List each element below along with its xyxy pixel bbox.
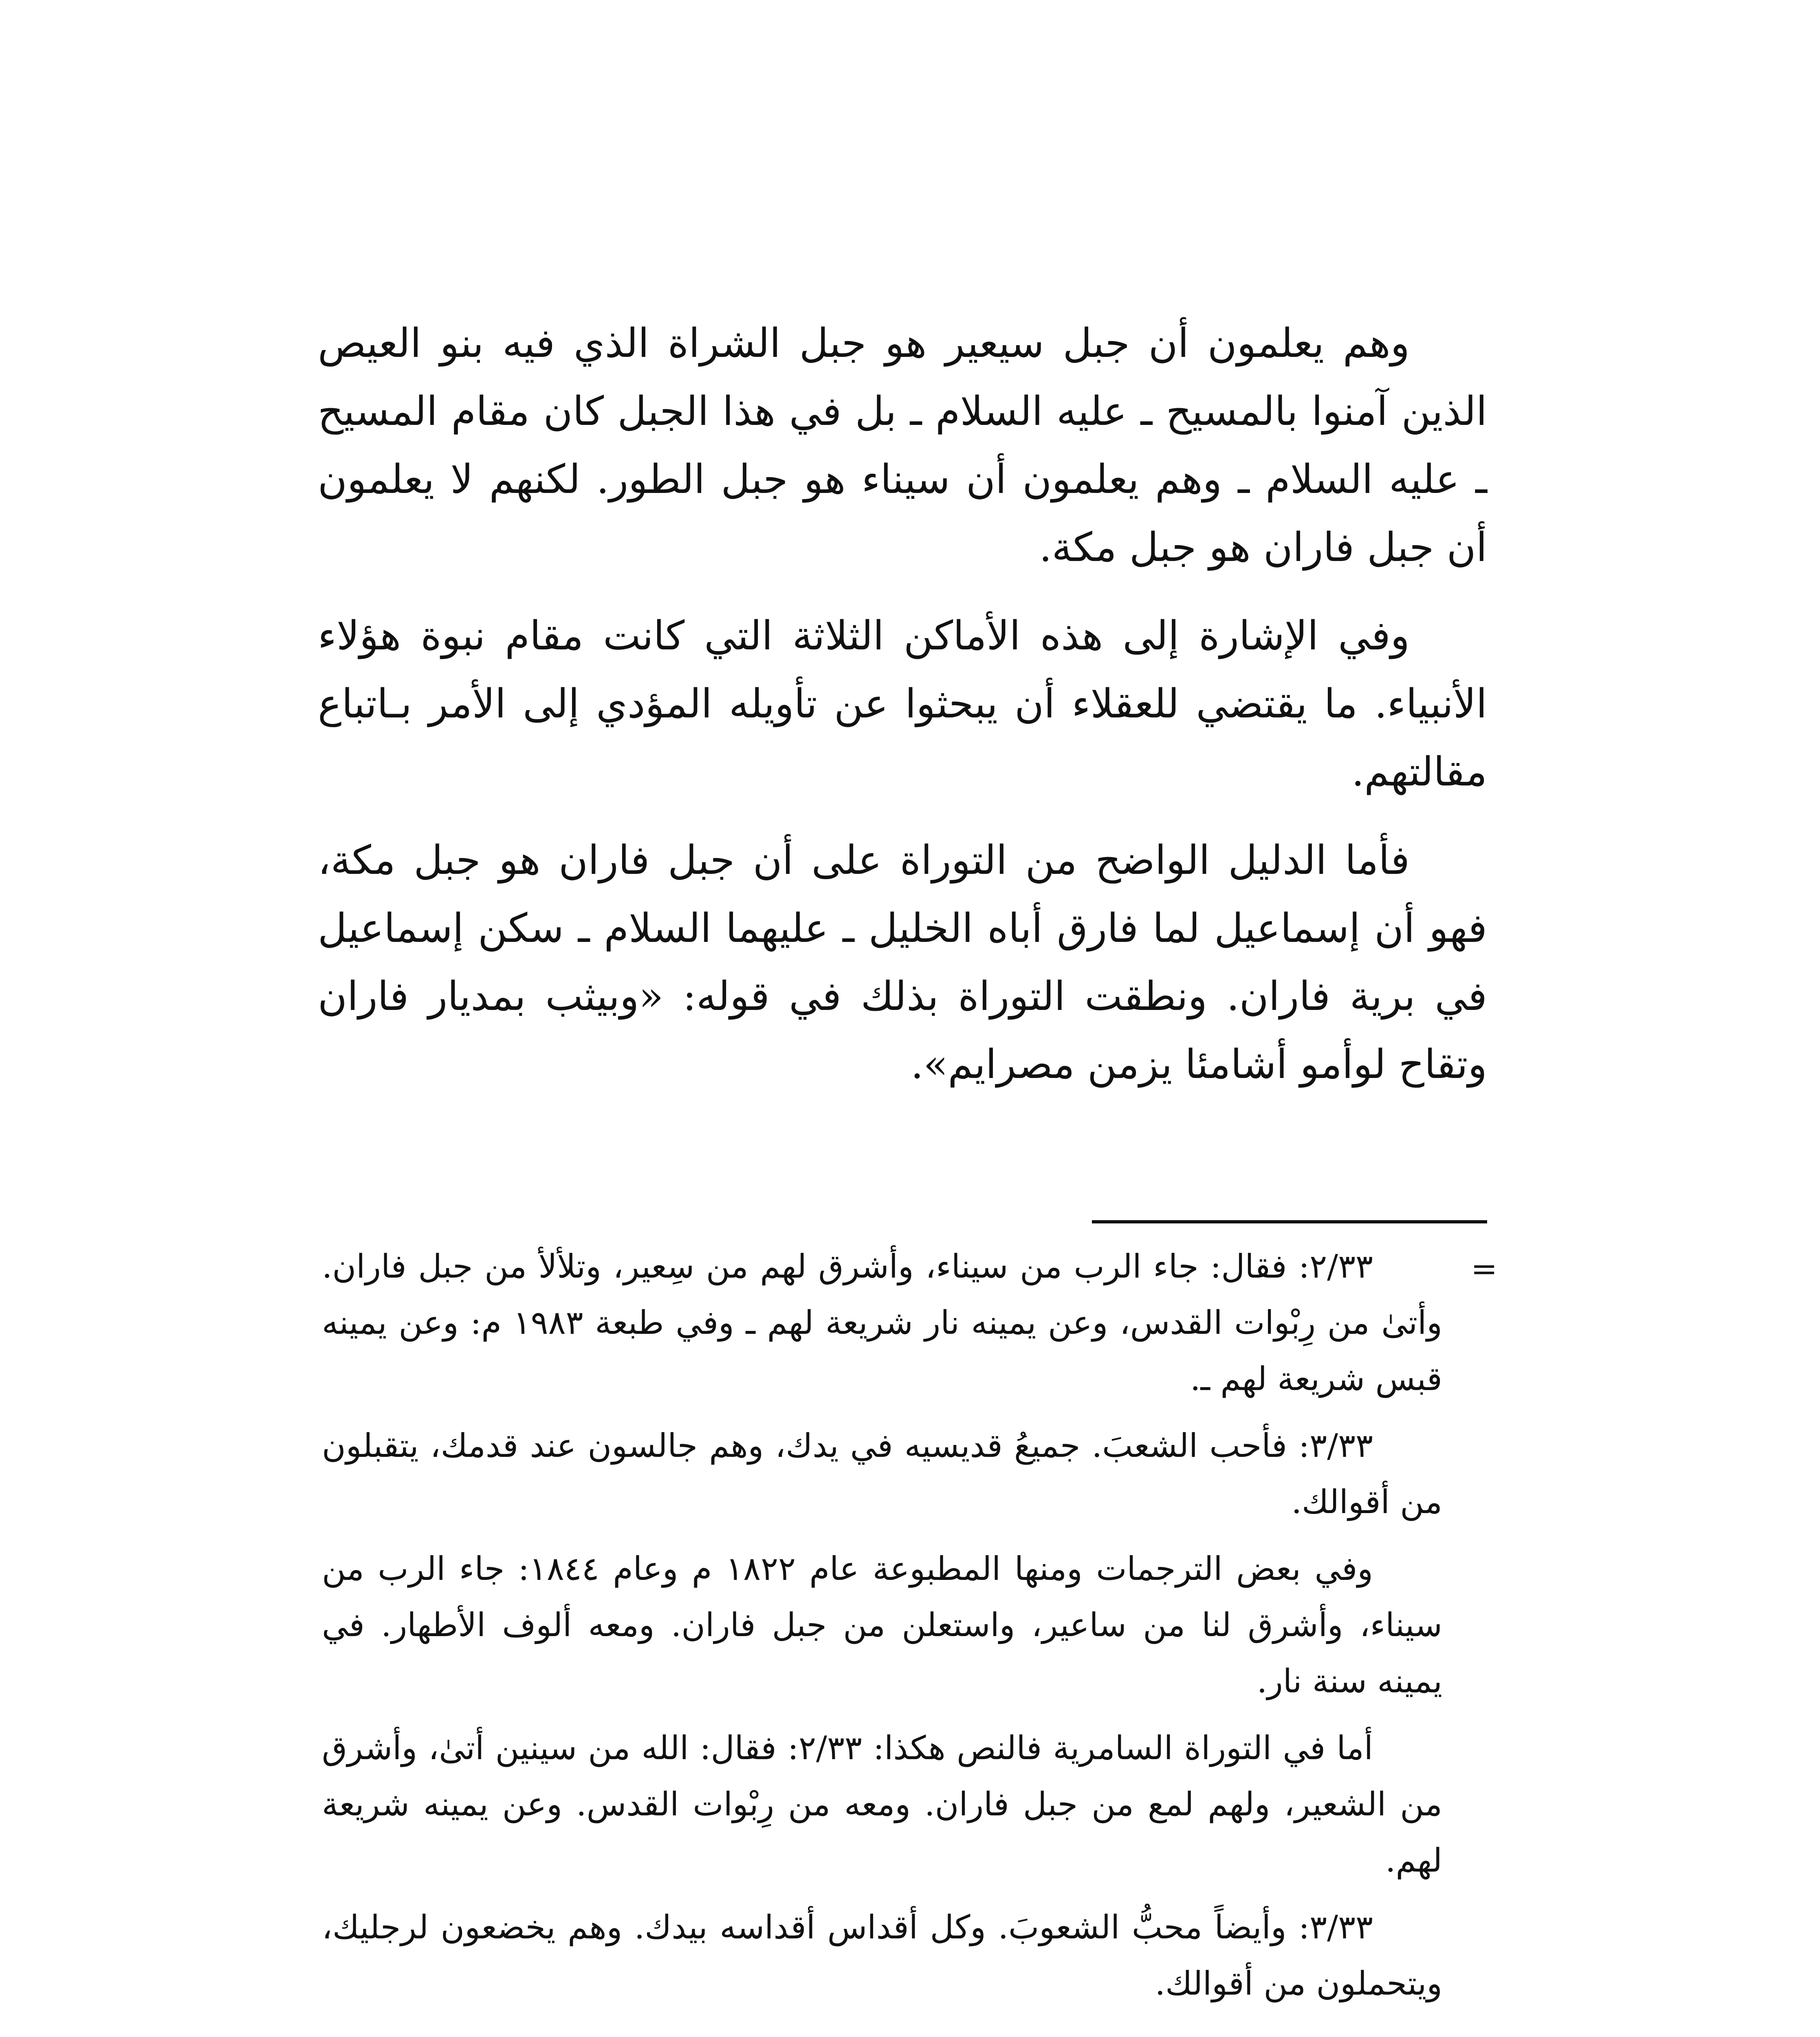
footnote-paragraph: ٢/٣٣: فقال: جاء الرب من سيناء، وأشرق لهم من سِعير، وتلألأ من جبل فاران. وأتىٰ من رِبْوات القدس، وعن يمينه نار شريعة لهم ـ وفي طبعة ١٩٨٣ م: وعن يمينه قبس شريعة لهم ـ. — [322, 1247, 1442, 1398]
body-paragraph: فأما الدليل الواضح من التوراة على أن جبل فاران هو جبل مكة، فهو أن إسماعيل لما فارق أباه الخليل ـ عليهما السلام ـ سكن إسماعيل في برية فاران. ونطقت التوراة بذلك في قوله: «وبيثب بمديار فاران وتقاح لوأمو أشامئا يزمن مصرايم». — [318, 837, 1487, 1088]
footnote-continuation-marker: = — [1471, 1251, 1498, 1287]
footnotes — [322, 1238, 1442, 2022]
main-text — [318, 310, 1487, 1119]
body-paragraph: وهم يعلمون أن جبل سيعير هو جبل الشراة الذي فيه بنو العيص الذين آمنوا بالمسيح ـ عليه السلام ـ بل في هذا الجبل كان مقام المسيح ـ عليه السلام ـ وهم يعلمون أن سيناء هو جبل الطور. لكنهم لا يعلمون أن جبل فاران هو جبل مكة. — [318, 320, 1487, 571]
footnote-divider — [1092, 1220, 1487, 1223]
body-paragraph: وفي الإشارة إلى هذه الأماكن الثلاثة التي كانت مقام نبوة هؤلاء الأنبياء. ما يقتضي للعقلاء أن يبحثوا عن تأويله المؤدي إلى الأمر بـاتباع مقالتهم. — [318, 613, 1487, 795]
footnote-paragraph: ٣/٣٣: فأحب الشعبَ. جميعُ قديسيه في يدك، وهم جالسون عند قدمك، يتقبلون من أقوالك. — [322, 1427, 1442, 1521]
footnote-paragraph: ٣/٣٣: وأيضاً محبُّ الشعوبَ. وكل أقداس أقداسه بيدك. وهم يخضعون لرجليك، ويتحملون من أقوالك. — [322, 1908, 1442, 2002]
footnote-paragraph: أما في التوراة السامرية فالنص هكذا: ٢/٣٣: فقال: الله من سينين أتىٰ، وأشرق من الشعير، ولهم لمع من جبل فاران. ومعه من رِبْوات القدس. وعن يمينه شريعة لهم. — [322, 1729, 1443, 1879]
footnote-paragraph: وفي بعض الترجمات ومنها المطبوعة عام ١٨٢٢ م وعام ١٨٤٤: جاء الرب من سيناء، وأشرق لنا من ساعير، واستعلن من جبل فاران. ومعه ألوف الأطهار. في يمينه سنة نار. — [322, 1550, 1442, 1700]
